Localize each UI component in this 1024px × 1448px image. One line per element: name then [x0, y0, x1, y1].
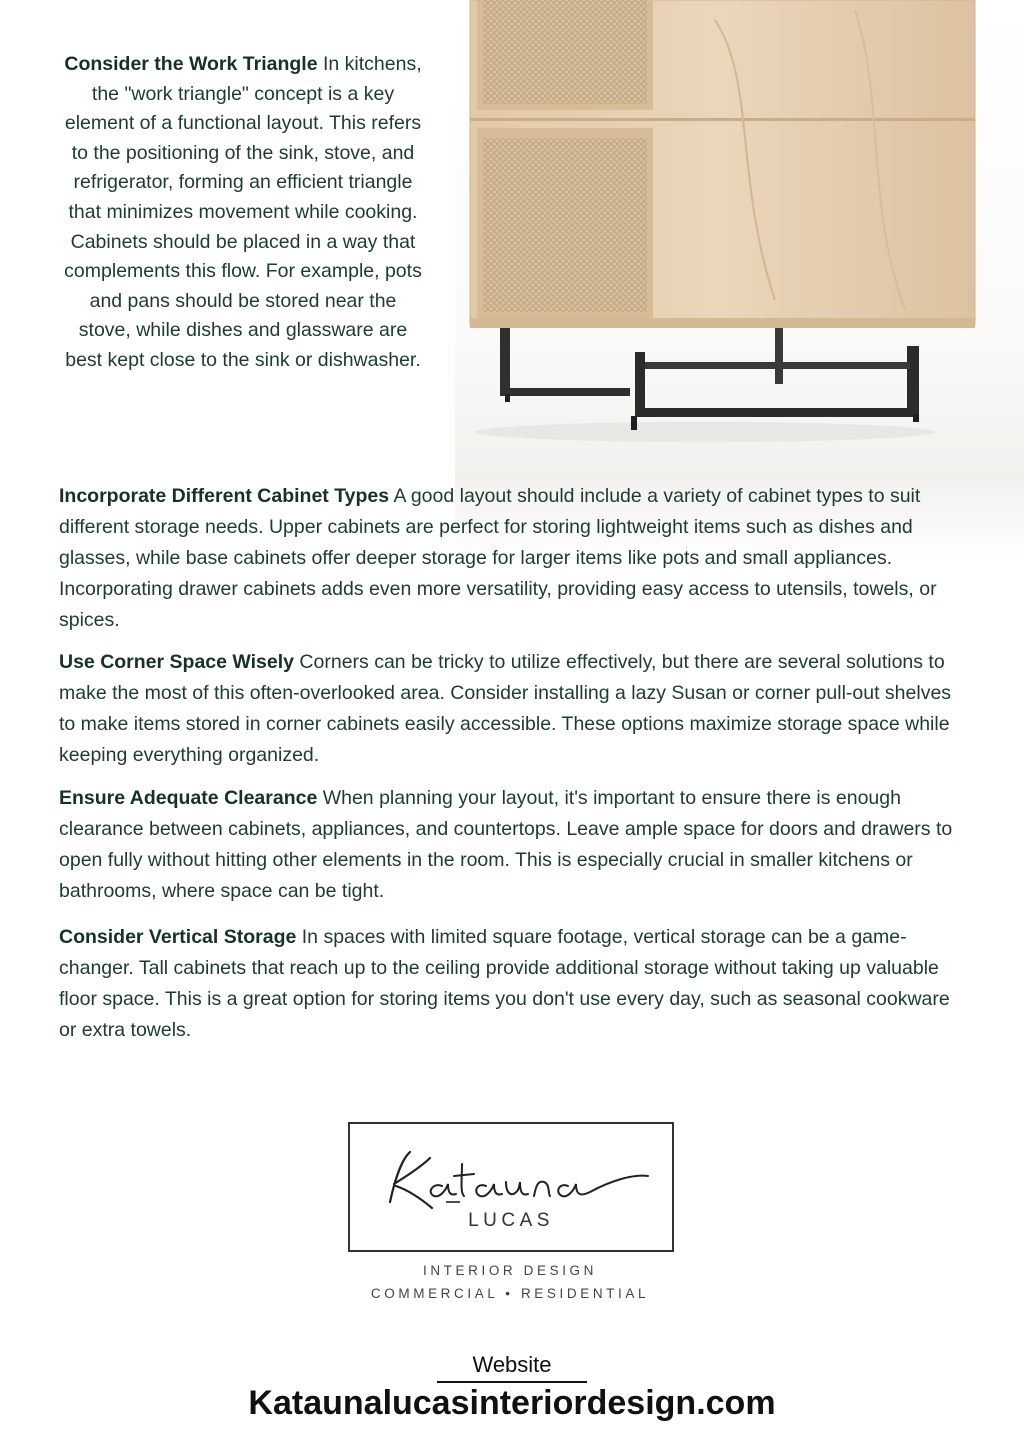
cabinet-photo [455, 0, 1024, 560]
cabinet-illustration [455, 0, 1024, 560]
section-heading: Ensure Adequate Clearance [59, 787, 318, 809]
section-body: Corners can be tricky to utilize effectively, but there are several solutions to make the most of this often-overlooked area. Consider installing a lazy Susan or corner pull-out shelves to make items stored in corner cabinets easily accessible. These options maximize storage space while keeping everything organized. [59, 651, 952, 766]
logo-tagline-secondary: COMMERCIAL • RESIDENTIAL [370, 1286, 650, 1301]
intro-body: In kitchens, the "work triangle" concept is a key element of a functional layout. This refers to the positioning of the sink, stove, and refrigerator, forming an efficient triangle that minimizes movement while cooking. Cabinets should be placed in a way that complements this flow. For example, pots and pans should be stored near the stove, while dishes and glassware are best kept close to the sink or dishwasher. [64, 53, 422, 371]
intro-paragraph [62, 50, 424, 376]
brand-logo [348, 1122, 674, 1252]
section-heading: Use Corner Space Wisely [59, 651, 295, 673]
section-heading: Incorporate Different Cabinet Types [59, 485, 390, 507]
website-label: Website [437, 1352, 587, 1383]
section-body: In spaces with limited square footage, vertical storage can be a game-changer. Tall cabinets that reach up to the ceiling provide additional storage without taking up valuable floor space. This is a great option for storing items you don't use every day, such as seasonal cookware or extra towels. [59, 926, 950, 1041]
section-body: A good layout should include a variety of cabinet types to suit different storage needs. Upper cabinets are perfect for storing lightweight items such as dishes and glasses, while base cabinets offer deeper storage for larger items like pots and small appliances. Incorporating drawer cabinets adds even more versatility, providing easy access to utensils, towels, or spices. [59, 485, 937, 631]
section-heading: Consider Vertical Storage [59, 926, 297, 948]
section-cabinet-types [59, 481, 969, 636]
logo-tagline-primary: INTERIOR DESIGN [422, 1263, 597, 1278]
logo-name: LUCAS [468, 1210, 554, 1231]
section-corner-space [59, 647, 969, 771]
website-url[interactable]: Kataunalucasinteriordesign.com [248, 1384, 776, 1422]
section-body: When planning your layout, it's important to ensure there is enough clearance between cabinets, appliances, and countertops. Leave ample space for doors and drawers to open fully without hitting other elements in the room. This is especially crucial in smaller kitchens or bathrooms, where space can be tight. [59, 787, 953, 902]
intro-heading: Consider the Work Triangle [64, 53, 318, 75]
section-clearance [59, 783, 969, 907]
section-vertical-storage [59, 922, 969, 1046]
